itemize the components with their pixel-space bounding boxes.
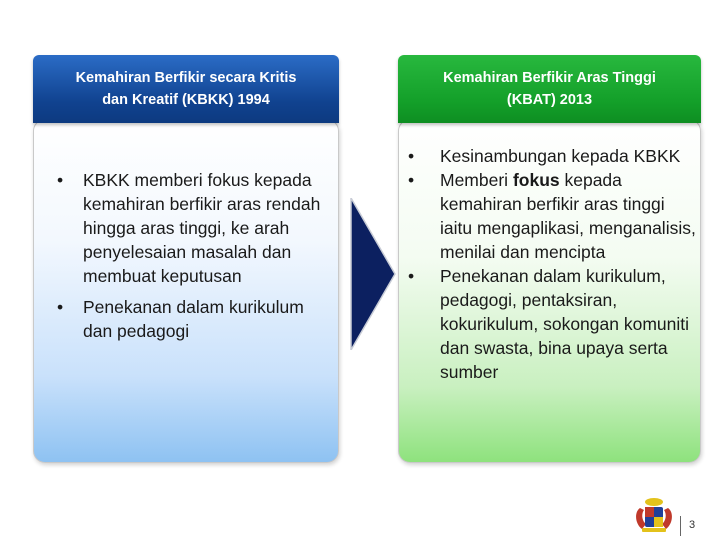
kbkk-point-2: Penekanan dalam kurikulum dan pedagogi <box>83 297 304 341</box>
coat-of-arms-icon <box>632 496 676 534</box>
kbat-panel-header <box>398 55 701 123</box>
kbat-point-3: Penekanan dalam kurikulum, pedagogi, pentaksiran, kokurikulum, sokongan komuniti dan swasta, bina upaya serta sumber <box>440 266 690 382</box>
kbat-bullet-list <box>408 144 698 384</box>
kbat-title-line2: (KBAT) 2013 <box>506 92 593 108</box>
bullet-icon: • <box>57 297 64 317</box>
list-item <box>408 264 698 384</box>
kbat-point-2-pre: Memberi <box>440 170 513 190</box>
kbkk-panel-header <box>33 55 339 123</box>
list-item <box>57 295 337 343</box>
kbkk-panel <box>33 55 339 463</box>
page-number: 3 <box>689 519 696 531</box>
kbat-panel <box>398 55 701 463</box>
kbat-title-line1: Kemahiran Berfikir Aras Tinggi <box>443 70 656 86</box>
kbkk-point-1: KBKK memberi fokus kepada kemahiran berfikir aras rendah hingga aras tinggi, ke arah penyelesaian masalah dan membuat keputusan <box>83 170 321 286</box>
bullet-icon: • <box>408 266 415 286</box>
kbat-point-2-post: kepada kemahiran berfikir aras tinggi iaitu mengaplikasi, menganalisis, menilai dan mencipta <box>440 170 696 262</box>
bullet-icon: • <box>57 170 64 190</box>
bullet-icon: • <box>408 146 415 166</box>
kbkk-title-line1: Kemahiran Berfikir secara Kritis <box>75 70 297 86</box>
kbkk-title-line2: dan Kreatif (KBKK) 1994 <box>102 92 270 108</box>
kbat-point-2-bold: fokus <box>512 170 560 190</box>
list-item <box>57 168 337 288</box>
list-item <box>408 144 698 168</box>
footer-divider <box>680 516 681 536</box>
chevron-right-icon <box>349 198 397 350</box>
kbkk-bullet-list <box>57 168 337 350</box>
kbat-point-1: Kesinambungan kepada KBKK <box>440 146 681 166</box>
bullet-icon: • <box>408 170 415 190</box>
list-item <box>408 168 698 264</box>
